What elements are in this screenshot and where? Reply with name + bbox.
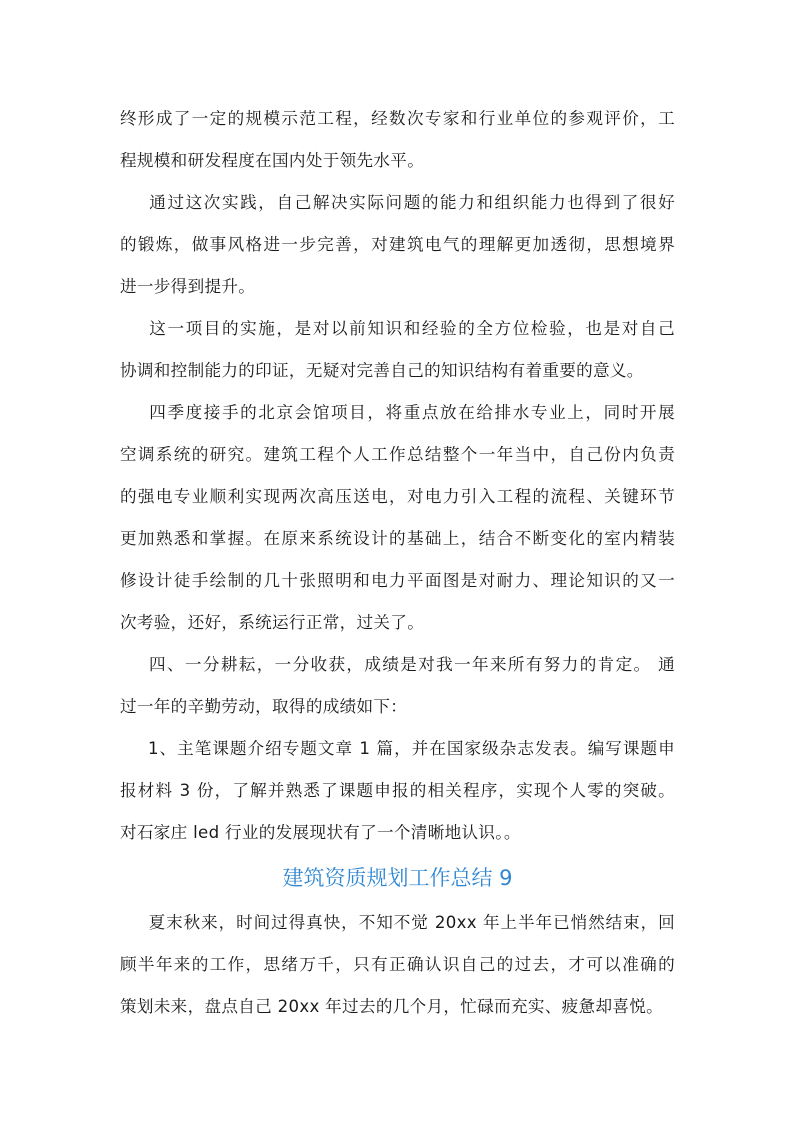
text-line: 报材料 3 份，了解并熟悉了课题申报的相关程序，实现个人零的突破。	[120, 781, 675, 800]
text-line-content: 夏末秋来，时间过得真快，不知不觉 20xx 年上半年已悄然结束，回	[148, 913, 675, 932]
text-line: 的锻炼，做事风格进一步完善，对建筑电气的理解更加透彻，思想境界	[120, 235, 675, 254]
text-line: 顾半年来的工作，思绪万千，只有正确认识自己的过去，才可以准确的	[120, 955, 675, 974]
text-line	[120, 308, 675, 350]
text-line: 策划未来，盘点自己 20xx 年过去的几个月，忙碌而充实、疲惫却喜悦。	[120, 997, 664, 1016]
paragraph	[120, 644, 675, 728]
paragraph	[120, 902, 675, 1028]
text-line	[120, 902, 675, 944]
paragraph	[120, 308, 675, 392]
text-line: 进一步得到提升。	[120, 277, 256, 296]
text-line: 更加熟悉和掌握。在原来系统设计的基础上，结合不断变化的室内精装	[120, 529, 675, 548]
text-line: 终形成了一定的规模示范工程，经数次专家和行业单位的参观评价，工	[120, 109, 675, 128]
paragraph	[120, 98, 675, 182]
text-line-content: 四季度接手的北京会馆项目，将重点放在给排水专业上，同时开展	[148, 403, 675, 422]
text-line-content: 这一项目的实施，是对以前知识和经验的全方位检验，也是对自己	[148, 319, 675, 338]
text-line: 过一年的辛勤劳动，取得的成绩如下：	[120, 697, 408, 716]
section-title: 建筑资质规划工作总结 9	[282, 866, 513, 890]
text-line-content: 1、主笔课题介绍专题文章 1 篇，并在国家级杂志发表。编写课题申	[148, 739, 675, 758]
text-line: 程规模和研发程度在国内处于领先水平。	[120, 151, 425, 170]
document-page	[120, 98, 675, 1028]
text-line: 修设计徒手绘制的几十张照明和电力平面图是对耐力、理论知识的又一	[120, 571, 675, 590]
text-line	[120, 182, 675, 224]
paragraph	[120, 392, 675, 644]
text-line: 次考验，还好，系统运行正常，过关了。	[120, 613, 425, 632]
text-line: 空调系统的研究。建筑工程个人工作总结整个一年当中，自己份内负责	[120, 445, 675, 464]
paragraph	[120, 182, 675, 308]
paragraph	[120, 728, 675, 854]
text-line-content: 四、一分耕耘，一分收获，成绩是对我一年来所有努力的肯定。 通	[148, 655, 675, 674]
text-line: 协调和控制能力的印证，无疑对完善自己的知识结构有着重要的意义。	[120, 361, 644, 380]
text-line	[120, 392, 675, 434]
text-line: 对石家庄 led 行业的发展现状有了一个清晰地认识。。	[120, 823, 521, 842]
text-line	[120, 644, 675, 686]
text-line	[120, 728, 675, 770]
text-line-content: 通过这次实践，自己解决实际问题的能力和组织能力也得到了很好	[148, 193, 675, 212]
text-line: 的强电专业顺利实现两次高压送电，对电力引入工程的流程、关键环节	[120, 487, 675, 506]
